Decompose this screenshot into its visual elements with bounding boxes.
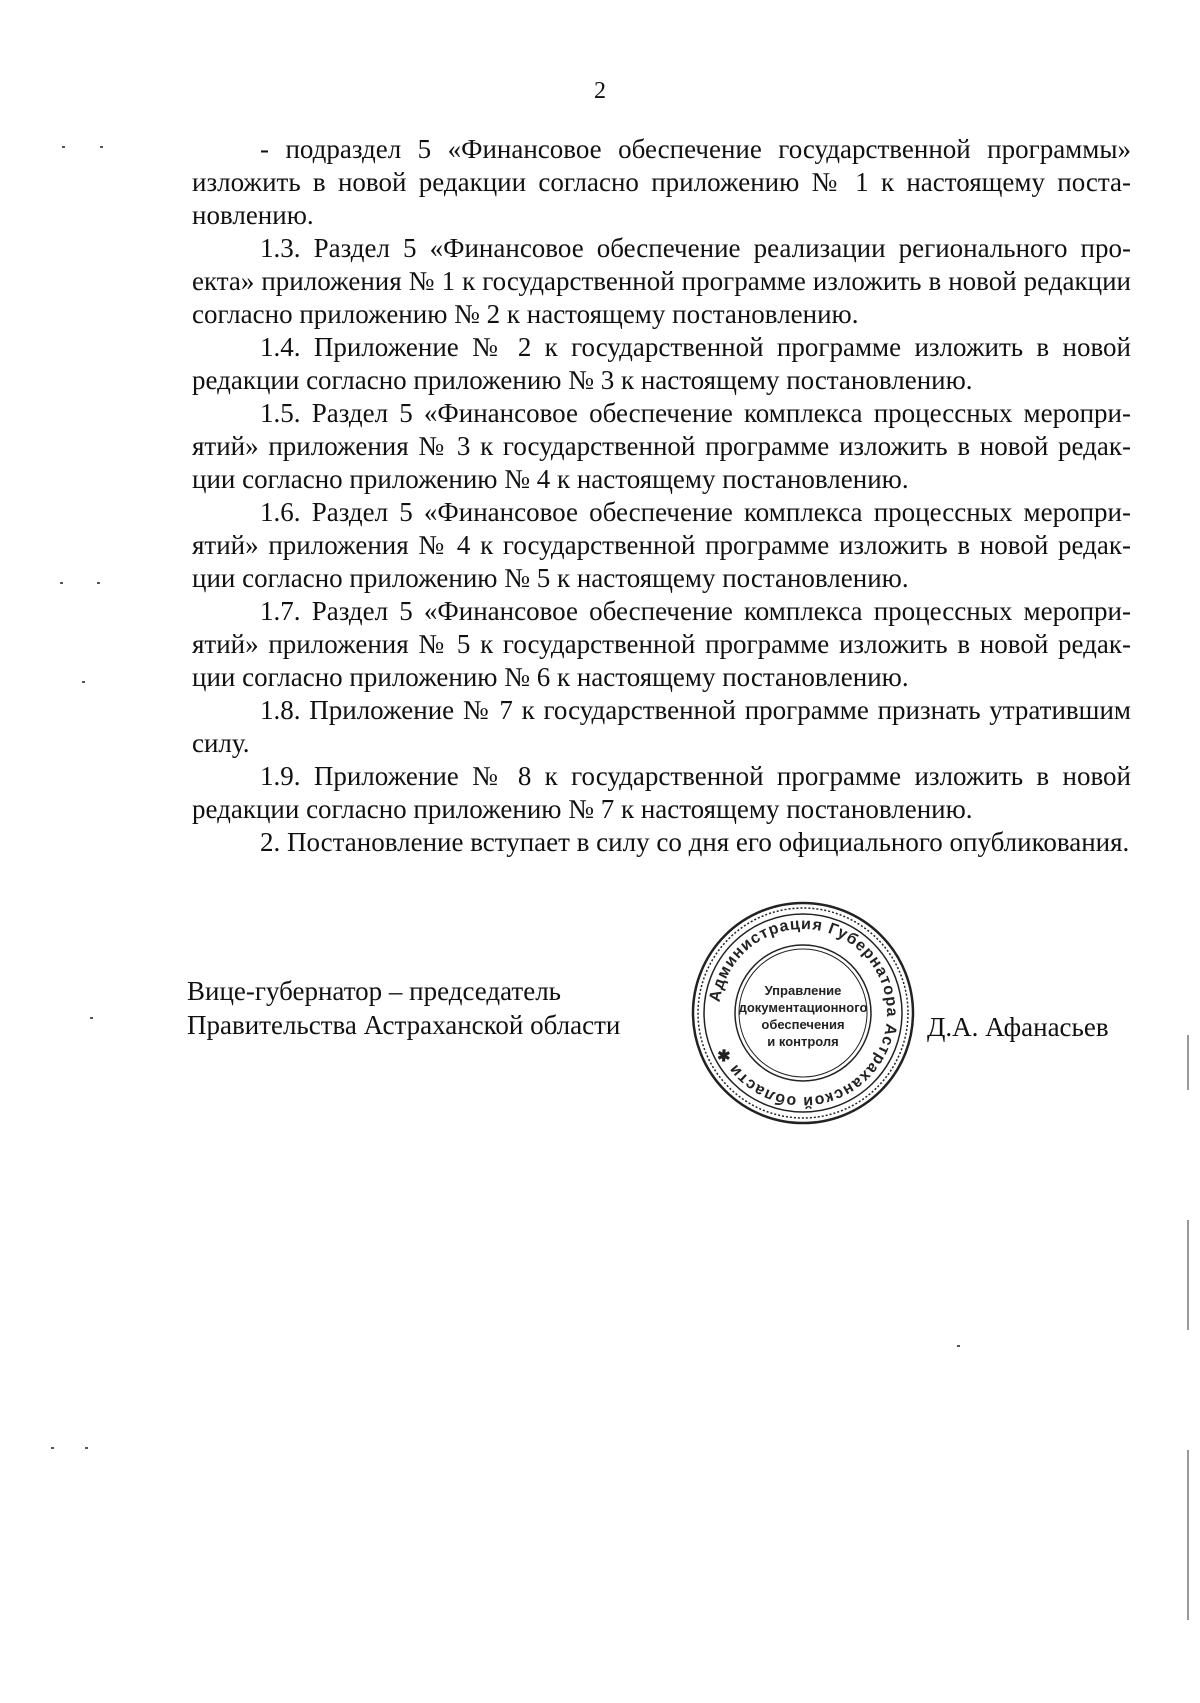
scan-speck xyxy=(51,1447,54,1449)
paragraph-1-8: 1.8. Приложение № 7 к государственной программе признать утратившим силу. xyxy=(192,695,1131,758)
scan-speck xyxy=(100,146,103,148)
paragraph-1-9: 1.9. Приложение № 8 к государственной программе изложить в новой редакции согласно приложению № 7 к настоящему постановлению. xyxy=(192,761,1131,824)
seal-graphic xyxy=(690,900,916,1126)
seal-center-line3: обеспечения xyxy=(761,1017,845,1032)
paragraph-1-3: 1.3. Раздел 5 «Финансовое обеспечение реализации регионального проекта» приложения № 1 к государственной программе изложить в новой редакции согласно приложению № 2 к настоящему постановлению. xyxy=(192,233,1131,329)
scan-edge-line xyxy=(1187,1450,1189,1620)
paragraph-subsection-5: - подраздел 5 «Финансовое обеспечение государственной программы» изложить в новой редакции согласно приложению № 1 к настоящему постановлению. xyxy=(192,134,1131,230)
paragraph-1-5: 1.5. Раздел 5 «Финансовое обеспечение комплекса процессных мероприятий» приложения № 3 к государственной программе изложить в новой редакции согласно приложению № 4 к настоящему постановлению. xyxy=(192,398,1131,494)
scan-speck xyxy=(90,1017,93,1019)
signatory-title-line2: Правительства Астраханской области xyxy=(187,1010,621,1040)
scan-speck xyxy=(97,582,100,584)
scan-edge-line xyxy=(1187,1035,1189,1090)
signatory-name: Д.А. Афанасьев xyxy=(927,1012,1109,1042)
signatory-title-line1: Вице-губернатор – председатель xyxy=(187,976,561,1006)
seal-outer-text: Администрация Губернатора Астраханской области ✱ xyxy=(706,915,901,1111)
signatory-title xyxy=(187,974,620,1042)
paragraph-2: 2. Постановление вступает в силу со дня его официального опубликования. xyxy=(260,827,1130,857)
seal-center-line4: и контроля xyxy=(767,1034,839,1049)
official-seal xyxy=(690,900,916,1126)
scan-speck xyxy=(82,681,85,683)
seal-center-line2: документационного xyxy=(738,1000,868,1015)
scan-edge-line xyxy=(1187,1220,1189,1330)
page-number: 2 xyxy=(594,78,606,104)
scan-speck xyxy=(957,1345,960,1347)
paragraph-1-6: 1.6. Раздел 5 «Финансовое обеспечение комплекса процессных мероприятий» приложения № 4 к государственной программе изложить в новой редакции согласно приложению № 5 к настоящему постановлению. xyxy=(192,497,1131,593)
paragraph-1-4: 1.4. Приложение № 2 к государственной программе изложить в новой редакции согласно приложению № 3 к настоящему постановлению. xyxy=(192,332,1131,395)
seal-center-line1: Управление xyxy=(764,983,842,998)
document-body xyxy=(192,133,1131,859)
scan-speck xyxy=(62,146,65,148)
scan-speck xyxy=(85,1447,88,1449)
paragraph-1-7: 1.7. Раздел 5 «Финансовое обеспечение комплекса процессных мероприятий» приложения № 5 к государственной программе изложить в новой редакции согласно приложению № 6 к настоящему постановлению. xyxy=(192,596,1131,692)
scan-speck xyxy=(60,582,63,584)
